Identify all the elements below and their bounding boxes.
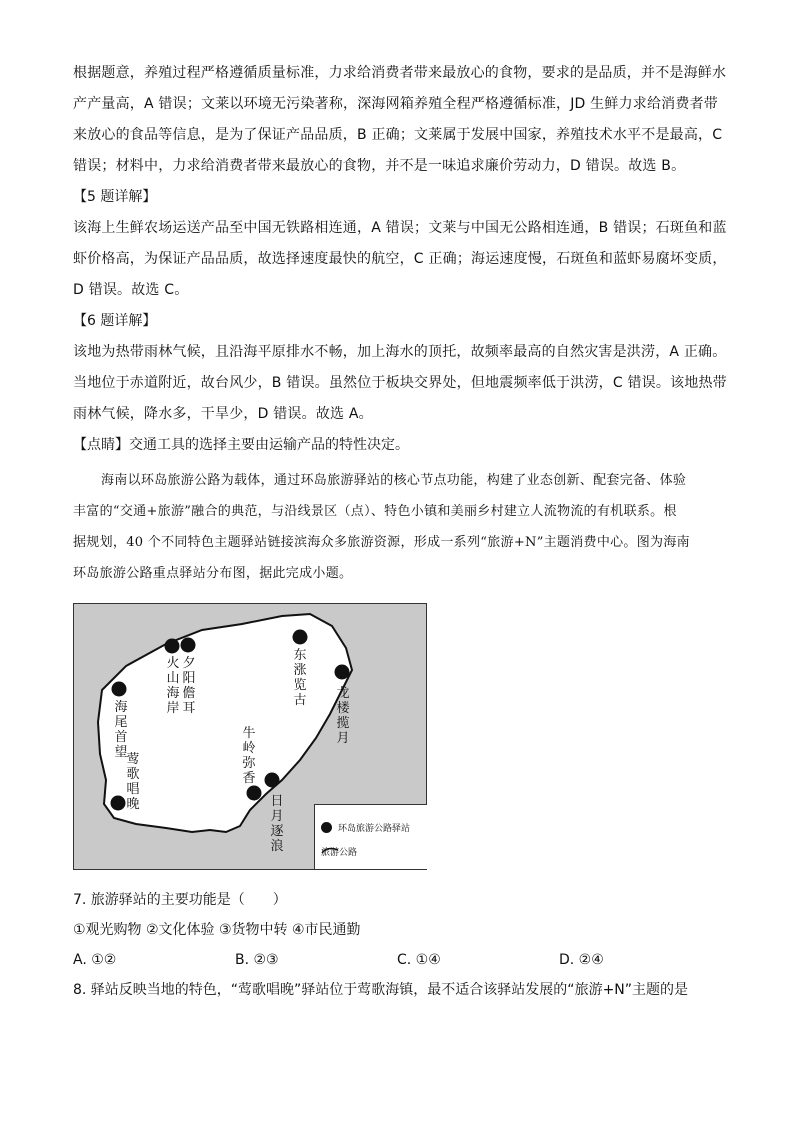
text-line: 该海上生鲜农场运送产品至中国无铁路相连通，A 错误；文莱与中国无公路相连通，B 错误；石斑鱼和蓝 [73, 220, 727, 236]
answer-para-6 [73, 337, 727, 430]
heading-q5: 【5 题详解】 [73, 189, 157, 205]
question-7-options [73, 945, 723, 975]
station-label: 龙楼揽月 [336, 686, 350, 746]
tip-note: 【点睛】交通工具的选择主要由运输产品的特性决定。 [73, 437, 409, 453]
question-7-items: ①观光购物 ②文化体验 ③货物中转 ④市民通勤 [73, 922, 361, 938]
option-b[interactable]: B. ②③ [235, 952, 279, 968]
answer-para-4 [73, 58, 727, 182]
hainan-station-map [73, 603, 427, 870]
station-label: 日月逐浪 [270, 794, 284, 854]
question-block [73, 885, 723, 1005]
text-line: 该地为热带雨林气候，且沿海平原排水不畅，加上海水的顶托，故频率最高的自然灾害是洪涝，A 正确。 [73, 344, 727, 360]
document-body [73, 58, 727, 589]
station-dot-icon [321, 822, 332, 833]
text-line: 海南以环岛旅游公路为载体，通过环岛旅游驿站的核心节点功能，构建了业态创新、配套完备、体验 [101, 473, 687, 488]
answer-para-5 [73, 213, 727, 306]
map-legend [314, 804, 427, 869]
station-label: 莺歌唱晚 [126, 752, 140, 812]
option-c[interactable]: C. ①④ [397, 952, 441, 968]
legend-road-label: 旅游公路 [321, 848, 358, 858]
station-label: 牛岭弥香 [242, 726, 256, 786]
text-line: 错误；材料中，力求给消费者带来最放心的食物，并不是一味追求廉价劳动力，D 错误。故选 B。 [73, 158, 686, 174]
text-line: 来放心的食品等信息，是为了保证产品品质，B 正确；文莱属于发展中国家，养殖技术水平不是最高，C [73, 127, 723, 143]
text-line: 虾价格高，为保证产品品质，故选择速度最快的航空，C 正确；海运速度慢，石斑鱼和蓝虾易腐坏变质， [73, 251, 727, 267]
text-line: 产产量高，A 错误；文莱以环境无污染著称，深海网箱养殖全程严格遵循标准，JD 生鲜力求给消费者带 [73, 96, 718, 112]
text-line: 丰富的“交通+旅游”融合的典范，与沿线景区（点）、特色小镇和美丽乡村建立人流物流的有机联系。根 [73, 504, 677, 519]
text-line: 根据题意，养殖过程严格遵循质量标准，力求给消费者带来最放心的食物，要求的是品质，并不是海鲜水 [73, 65, 727, 81]
text-line: 环岛旅游公路重点驿站分布图，据此完成小题。 [73, 566, 353, 581]
text-line: 据规划，40 个不同特色主题驿站链接滨海众多旅游资源，形成一系列“旅游+N”主题消费中心。图为海南 [73, 535, 690, 550]
option-a[interactable]: A. ①② [73, 952, 117, 968]
text-line: 雨林气候，降水多，干旱少，D 错误。故选 A。 [73, 406, 373, 422]
station-label: 火山海岸 [166, 656, 180, 716]
legend-station-label: 环岛旅游公路驿站 [338, 824, 411, 834]
road-line-icon [321, 845, 339, 855]
question-7-stem: 7. 旅游驿站的主要功能是（ ） [73, 892, 287, 908]
question-8-stem: 8. 驿站反映当地的特色，“莺歌唱晚”驿站位于莺歌海镇，最不适合该驿站发展的“旅游+N”主题的是 [73, 982, 689, 998]
station-label: 东涨览古 [293, 648, 307, 708]
station-label: 夕阳儋耳 [182, 656, 196, 716]
station-label: 海尾首望 [114, 700, 128, 760]
text-line: D 错误。故选 C。 [73, 282, 189, 298]
passage-intro [73, 465, 723, 589]
text-line: 当地位于赤道附近，故台风少，B 错误。虽然位于板块交界处，但地震频率低于洪涝，C 错误。该地热带 [73, 375, 727, 391]
option-d[interactable]: D. ②④ [559, 952, 604, 968]
heading-q6: 【6 题详解】 [73, 313, 157, 329]
